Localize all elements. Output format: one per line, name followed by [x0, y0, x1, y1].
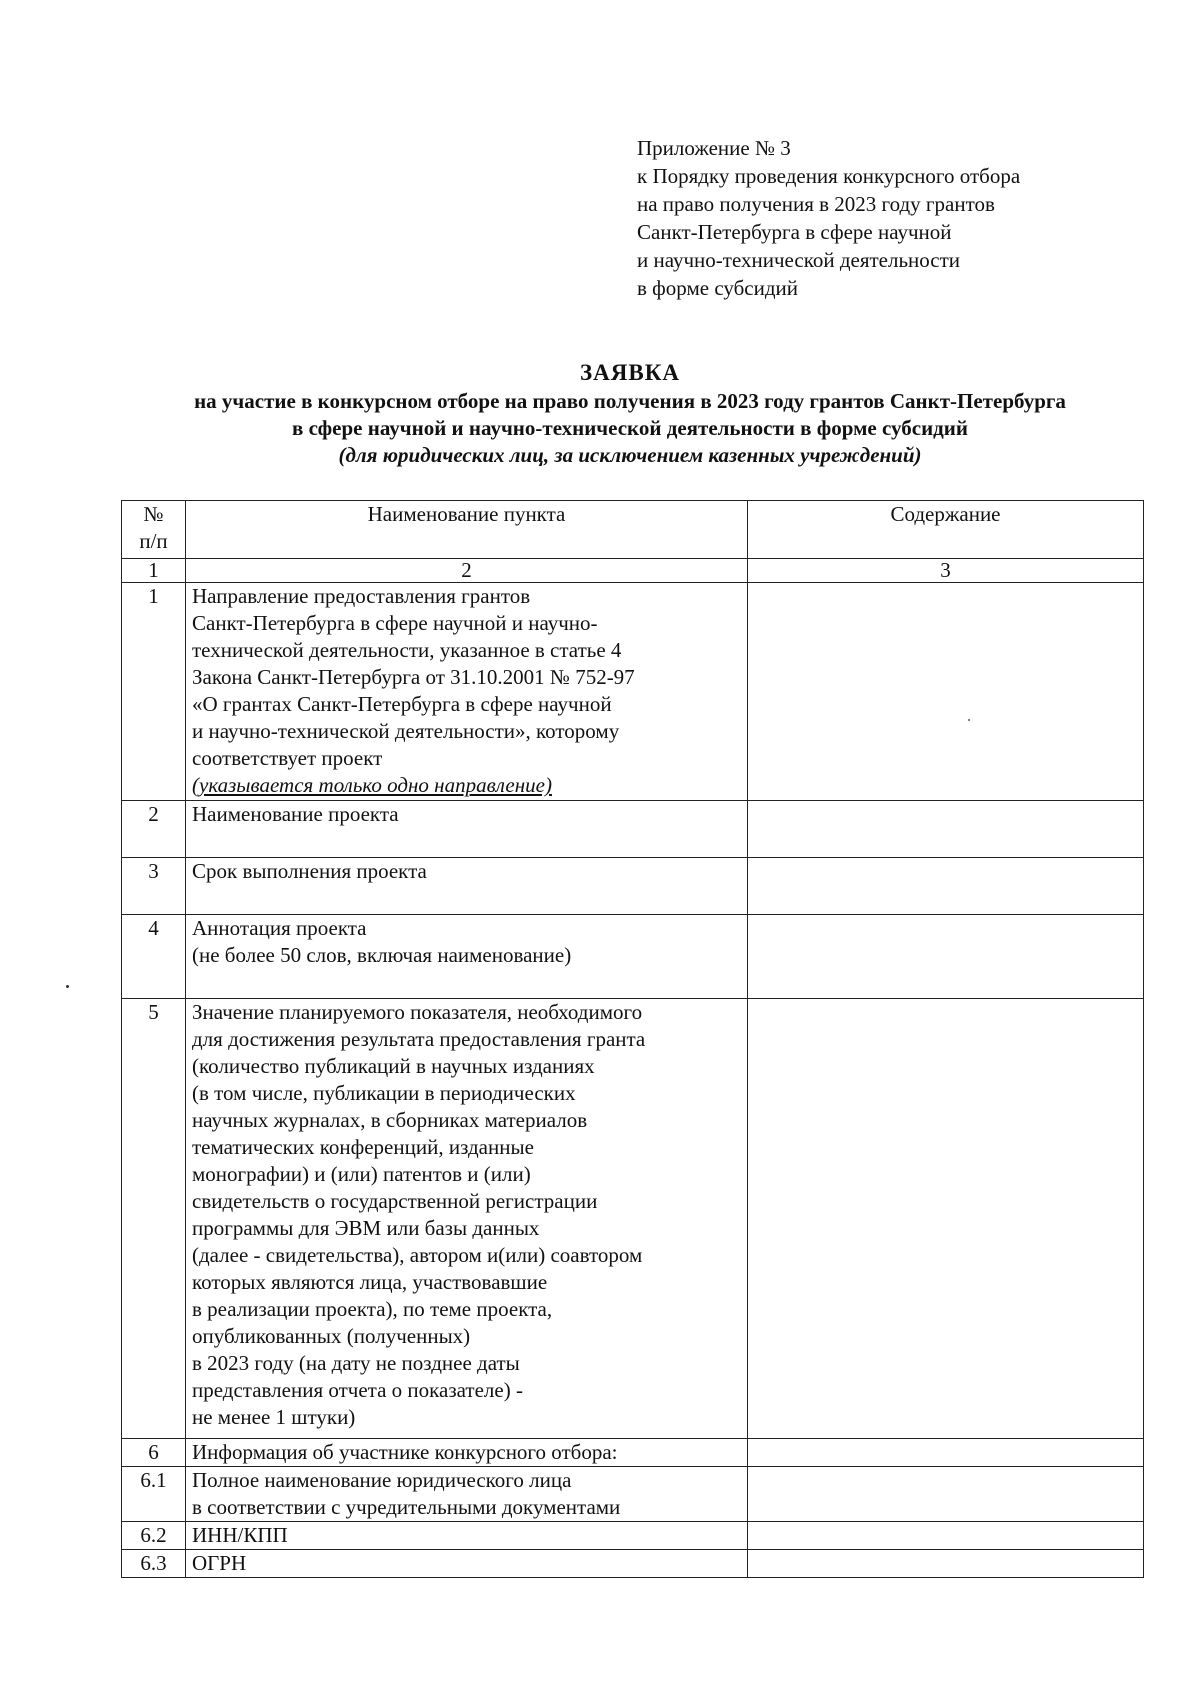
row-text-line: ИНН/КПП — [192, 1523, 288, 1547]
row-text-line: ОГРН — [192, 1551, 247, 1575]
header-content-cell: Содержание — [748, 501, 1144, 559]
row-number: 2 — [122, 801, 186, 858]
row-text-line: не менее 1 штуки) — [192, 1405, 356, 1429]
appendix-line: в форме субсидий — [637, 276, 798, 300]
row-text-line: которых являются лица, участвовавшие — [192, 1270, 548, 1294]
document-heading — [100, 358, 1160, 469]
application-table — [121, 500, 1144, 1578]
row-label — [186, 915, 748, 999]
row-text-line: опубликованных (полученных) — [192, 1324, 471, 1348]
row-number: 3 — [122, 858, 186, 915]
table-row — [122, 801, 1144, 858]
appendix-block — [637, 134, 1020, 302]
row-text-line: «О грантах Санкт-Петербурга в сфере научной — [192, 692, 612, 716]
header-num-line1: № — [143, 502, 164, 526]
row-text-line: Значение планируемого показателя, необходимого — [192, 1000, 643, 1024]
row-text-line: (далее - свидетельства), автором и(или) соавтором — [192, 1243, 643, 1267]
row-text-line: для достижения результата предоставления гранта — [192, 1027, 646, 1051]
document-title: ЗАЯВКА — [580, 360, 680, 385]
row-number: 6 — [122, 1439, 186, 1467]
row-label — [186, 858, 748, 915]
row-text-line: представления отчета о показателе) - — [192, 1378, 523, 1402]
scan-speck — [66, 985, 69, 988]
appendix-line: к Порядку проведения конкурсного отбора — [637, 164, 1021, 188]
row-text-line: Аннотация проекта — [192, 916, 367, 940]
row-text-line: монографии) и (или) патентов и (или) — [192, 1162, 531, 1186]
row-text-line: Направление предоставления грантов — [192, 584, 531, 608]
row-text-line: свидетельств о государственной регистрации — [192, 1189, 598, 1213]
column-number: 1 — [122, 559, 186, 583]
table-row — [122, 1467, 1144, 1522]
row-number: 6.2 — [122, 1522, 186, 1550]
table-row — [122, 999, 1144, 1439]
document-note: (для юридических лиц, за исключением казенных учреждений) — [338, 443, 922, 467]
row-text-line: (в том числе, публикации в периодических — [192, 1081, 576, 1105]
row-text-line: Полное наименование юридического лица — [192, 1468, 572, 1492]
row-label — [186, 1522, 748, 1550]
row-content-cell[interactable] — [748, 1439, 1144, 1467]
row-label — [186, 801, 748, 858]
scan-speck — [968, 719, 970, 721]
row-content-cell[interactable] — [748, 915, 1144, 999]
table-row — [122, 1550, 1144, 1578]
row-text-line: (количество публикаций в научных изданиях — [192, 1054, 595, 1078]
table-header-row — [122, 501, 1144, 559]
header-num-line2: п/п — [139, 529, 168, 553]
row-content-cell[interactable] — [748, 1522, 1144, 1550]
column-number: 2 — [186, 559, 748, 583]
row-text-line: в соответствии с учредительными документами — [192, 1495, 621, 1519]
row-content-cell[interactable] — [748, 858, 1144, 915]
row-text-line: Закона Санкт-Петербурга от 31.10.2001 № 752-97 — [192, 665, 635, 689]
row-content-cell[interactable] — [748, 801, 1144, 858]
table-row — [122, 1522, 1144, 1550]
row-label — [186, 999, 748, 1439]
row-number: 6.1 — [122, 1467, 186, 1522]
appendix-line: Санкт-Петербурга в сфере научной — [637, 220, 952, 244]
table-row — [122, 1439, 1144, 1467]
row-content-cell[interactable] — [748, 583, 1144, 801]
header-num-cell — [122, 501, 186, 559]
row-text-line: и научно-технической деятельности», которому — [192, 719, 620, 743]
row-text-line: Санкт-Петербурга в сфере научной и научно- — [192, 611, 598, 635]
row-number: 1 — [122, 583, 186, 801]
row-content-cell[interactable] — [748, 1467, 1144, 1522]
row-number: 5 — [122, 999, 186, 1439]
column-number: 3 — [748, 559, 1144, 583]
row-text-line: технической деятельности, указанное в статье 4 — [192, 638, 622, 662]
row-content-cell[interactable] — [748, 999, 1144, 1439]
row-label — [186, 1467, 748, 1522]
row-note: (указывается только одно направление) — [192, 773, 552, 797]
row-text-line: тематических конференций, изданные — [192, 1135, 534, 1159]
row-label — [186, 583, 748, 801]
row-content-cell[interactable] — [748, 1550, 1144, 1578]
row-number: 4 — [122, 915, 186, 999]
row-text-line: в реализации проекта), по теме проекта, — [192, 1297, 553, 1321]
row-text-line: соответствует проект — [192, 746, 383, 770]
header-name-cell: Наименование пункта — [186, 501, 748, 559]
row-label — [186, 1439, 748, 1467]
row-text-line: научных журналах, в сборниках материалов — [192, 1108, 588, 1132]
document-subtitle-line2: в сфере научной и научно-технической деятельности в форме субсидий — [292, 416, 968, 440]
column-number-row — [122, 559, 1144, 583]
row-text-line: (не более 50 слов, включая наименование) — [192, 943, 572, 967]
appendix-line: на право получения в 2023 году грантов — [637, 192, 995, 216]
table-row — [122, 915, 1144, 999]
row-text-line: в 2023 году (на дату не позднее даты — [192, 1351, 520, 1375]
document-subtitle-line1: на участие в конкурсном отборе на право получения в 2023 году грантов Санкт-Петербурга — [194, 389, 1066, 413]
row-text-line: Срок выполнения проекта — [192, 859, 427, 883]
row-label — [186, 1550, 748, 1578]
row-text-line: Информация об участнике конкурсного отбора: — [192, 1440, 618, 1464]
appendix-line: и научно-технической деятельности — [637, 248, 961, 272]
table-row — [122, 858, 1144, 915]
appendix-line: Приложение № 3 — [637, 136, 791, 160]
table-row — [122, 583, 1144, 801]
row-text-line: программы для ЭВМ или базы данных — [192, 1216, 540, 1240]
row-text-line: Наименование проекта — [192, 802, 399, 826]
row-number: 6.3 — [122, 1550, 186, 1578]
